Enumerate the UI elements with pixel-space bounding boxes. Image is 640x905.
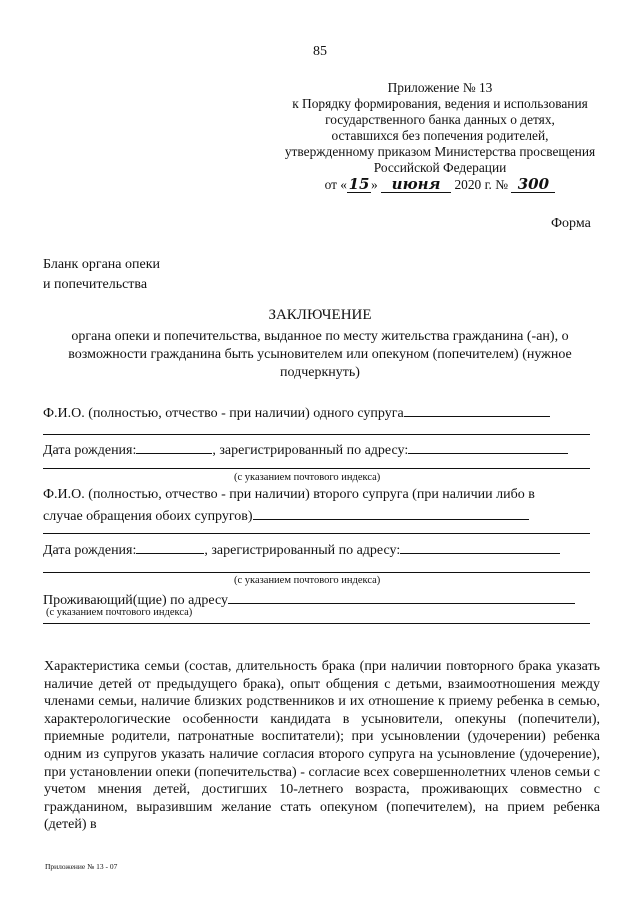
order-date-line [250,176,630,193]
blank-line: и попечительства [43,277,148,292]
document-title: ЗАКЛЮЧЕНИЕ [268,307,372,323]
blank-line: Бланк органа опеки [43,257,161,272]
spouse1-fio-label: Ф.И.О. (полностью, отчество - при наличии) одного супруга [43,406,404,421]
birth-date-blank-1[interactable] [136,440,212,454]
appendix-line: государственного банка данных о детях, [325,112,555,127]
appendix-line: к Порядку формирования, ведения и использования [292,96,588,111]
address-blank-2[interactable] [400,540,560,554]
spouse2-fio-blank[interactable] [253,506,529,520]
postal-hint-3: (с указанием почтового индекса) [46,607,193,618]
spouse2-fio-field[interactable] [43,506,529,525]
spouse2-fio-label-line1: Ф.И.О. (полностью, отчество - при наличии) второго супруга (при наличии либо в [43,487,535,502]
registered-label-2: , зарегистрированный по адресу: [204,543,401,558]
appendix-line: утвержденному приказом Министерства просвещения [284,144,596,159]
registered-label-1: , зарегистрированный по адресу: [212,443,409,458]
page-number: 85 [313,44,327,59]
postal-hint-1: (с указанием почтового индекса) [234,472,381,483]
address-line-2[interactable] [43,572,590,573]
order-quote: » [371,177,378,192]
birth-address-row-1 [43,440,568,459]
postal-hint-2: (с указанием почтового индекса) [234,575,381,586]
appendix-header [250,80,630,193]
birth-date-blank-2[interactable] [136,540,204,554]
residing-blank[interactable] [228,590,575,604]
residing-label: Проживающий(щие) по адресу [43,593,229,608]
appendix-line: Российской Федерации [373,160,507,175]
form-label: Форма [551,216,591,231]
spouse1-fio-blank[interactable] [404,403,550,417]
spouse1-fio-field[interactable] [43,403,550,422]
authority-blank [43,255,160,295]
appendix-line: Приложение № 13 [387,80,493,95]
order-month-handwritten: июня [381,176,451,193]
spouse2-fio-label-line2: случае обращения обоих супругов) [43,509,253,524]
appendix-line: оставшихся без попечения родителей, [331,128,549,143]
address-line-1[interactable] [43,468,590,469]
order-day-handwritten: 15 [348,175,370,193]
spouse1-fio-continuation-line[interactable] [43,434,590,435]
birth-date-label-2: Дата рождения: [43,543,137,558]
residing-line-2[interactable] [43,623,590,624]
order-prefix: от « [324,177,348,192]
spouse2-fio-continuation-line[interactable] [43,533,590,534]
birth-date-label-1: Дата рождения: [43,443,137,458]
address-blank-1[interactable] [408,440,568,454]
order-year: 2020 г. № [454,177,509,192]
order-number-handwritten: 300 [511,176,555,193]
footer-note: Приложение № 13 - 07 [45,862,118,871]
family-characteristic-paragraph: Характеристика семьи (состав, длительность брака (при наличии повторного брака указать наличие детей от предыдущего брака), опыт общения с детьми, взаимоотношения между членами семьи, наличие близких родственников и их отношение к приему ребенка в семью, характерологические особенности кандидата в усыновители, опекуны (попечители), приемные родители, патронатные воспитатели); при усыновлении (удочерении) ребенка одним из супругов указать наличие согласия второго супруга на усыновление (удочерение), при установлении опеки (попечительства) - согласие всех совершеннолетних членов семьи с учетом мнения детей, достигших 10-летнего возраста, проживающих совместно с гражданином, выразившим желание стать опекуном (попечителем), на прием ребенка (детей) в [44,659,600,833]
birth-address-row-2 [43,540,560,559]
document-subtitle: органа опеки и попечительства, выданное по месту жительства гражданина (-ан), о возможности гражданина быть усыновителем или опекуном (попечителем) (нужное подчеркнуть) [68,329,572,380]
